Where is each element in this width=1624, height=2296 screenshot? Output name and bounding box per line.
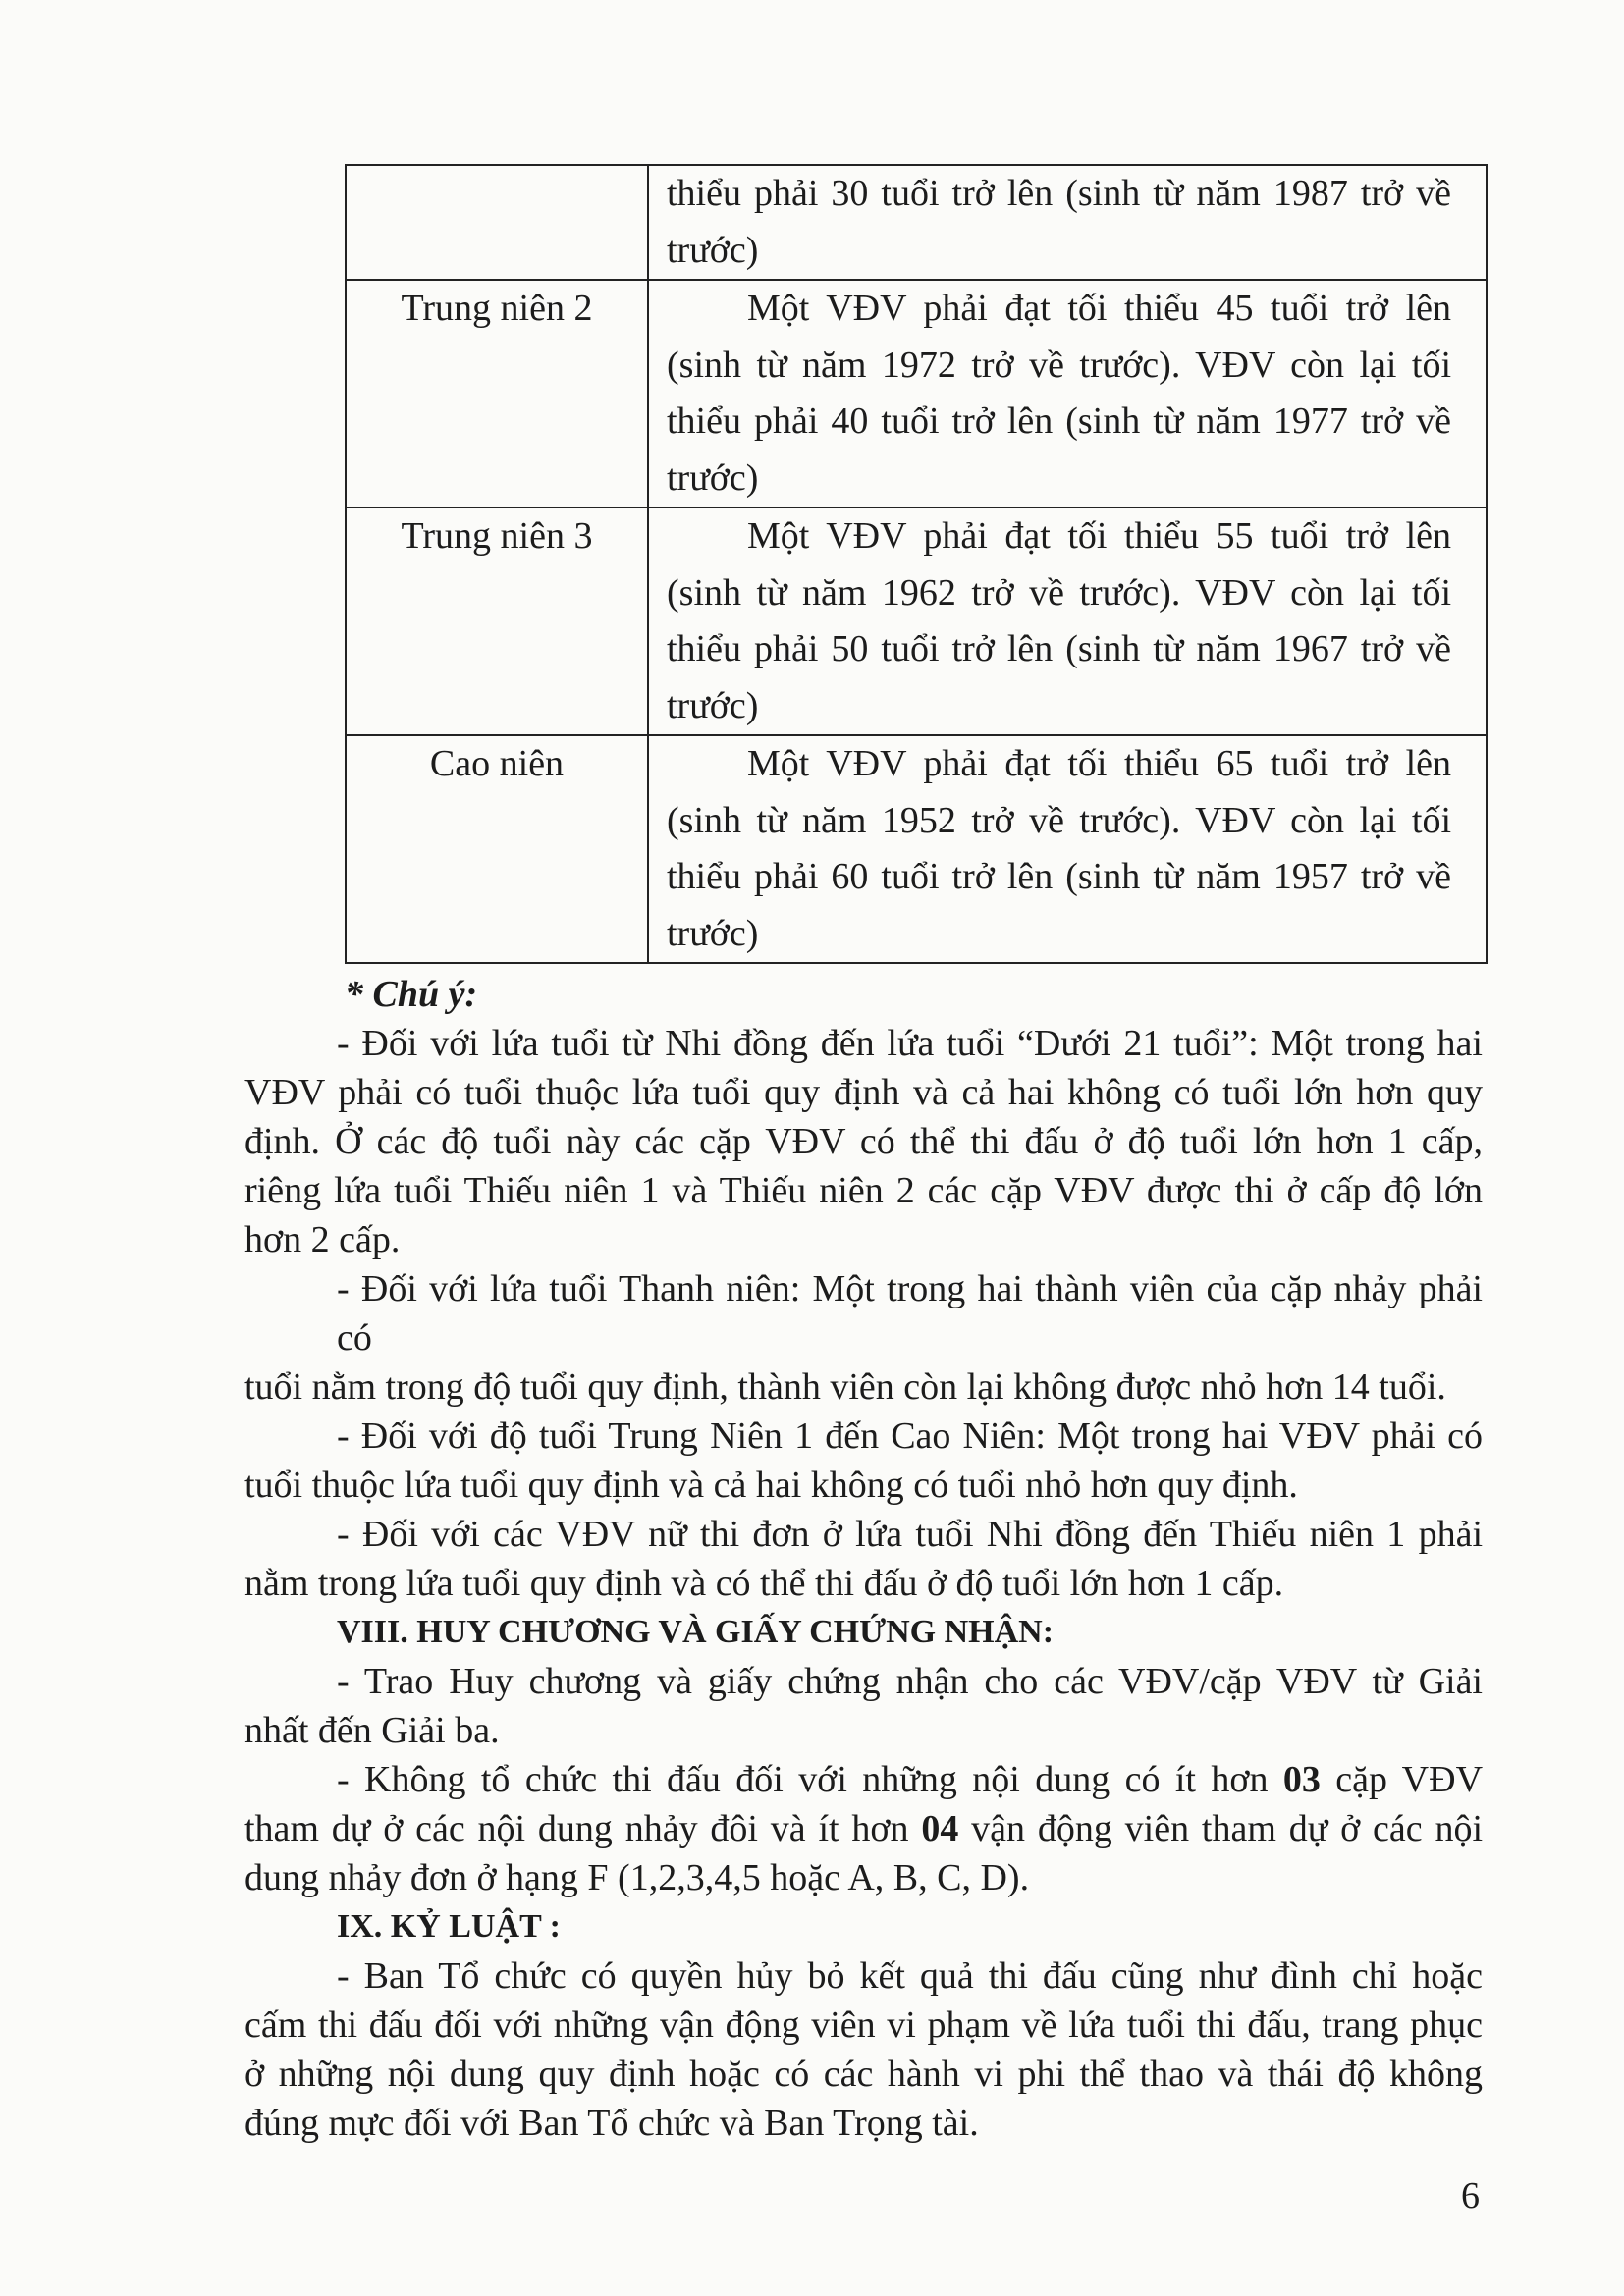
text-segment: vận động viên tham dự ở các nội [958,1808,1484,1849]
text-segment: - Không tổ chức thi đấu đối với những nội dung có ít hơn [337,1759,1283,1800]
text-line: thiểu phải 40 tuổi trở lên (sinh từ năm 1977 trở về [667,400,1451,442]
requirement-cell [649,281,1486,507]
text-segment: tham dự ở các nội dung nhảy đôi và ít hơn [244,1808,922,1849]
paragraph [244,1755,1483,1902]
page-number: 6 [1461,2175,1480,2216]
text-line: (sinh từ năm 1962 trở về trước). VĐV còn lại tối [667,571,1451,614]
text-line: trước) [667,456,759,499]
text-line: ở những nội dung quy định hoặc có các hành vi phi thể thao và thái độ không [244,2054,1483,2095]
table-row [347,736,1486,964]
text-line: hơn 2 cấp. [244,1219,401,1260]
text-line: Một VĐV phải đạt tối thiểu 55 tuổi trở lên [747,515,1451,557]
text-line: (sinh từ năm 1952 trở về trước). VĐV còn lại tối [667,799,1451,841]
text-line: VĐV phải có tuổi thuộc lứa tuổi quy định và cả hai không có tuổi lớn hơn quy [244,1072,1483,1113]
requirement-cell [649,736,1486,962]
text-line: trước) [667,684,759,726]
text-line: - Ban Tổ chức có quyền hủy bỏ kết quả thi đấu cũng như đình chỉ hoặc [337,1955,1483,1997]
text-line: trước) [667,912,759,954]
bold-number: 04 [921,1808,959,1849]
note-paragraph [244,1510,1483,1608]
text-line: - Đối với độ tuổi Trung Niên 1 đến Cao Niên: Một trong hai VĐV phải có [337,1415,1483,1457]
text-line: tuổi nằm trong độ tuổi quy định, thành viên còn lại không được nhỏ hơn 14 tuổi. [244,1366,1446,1408]
age-requirement-table [345,164,1488,964]
table-row [347,166,1486,281]
text-line: - Đối với lứa tuổi Thanh niên: Một trong hai thành viên của cặp nhảy phải có [337,1268,1483,1359]
note-paragraph [244,1019,1483,1264]
text-line: dung nhảy đơn ở hạng F (1,2,3,4,5 hoặc A, B, C, D). [244,1857,1030,1898]
text-line: (sinh từ năm 1972 trở về trước). VĐV còn lại tối [667,344,1451,386]
note-paragraph [244,1412,1483,1510]
text-line: riêng lứa tuổi Thiếu niên 1 và Thiếu niên 2 các cặp VĐV được thi ở cấp độ lớn [244,1170,1483,1211]
text-line: thiểu phải 30 tuổi trở lên (sinh từ năm 1987 trở về [667,173,1451,214]
body-text [244,970,1483,2148]
table-row [347,281,1486,508]
text-segment: cặp VĐV [1320,1759,1484,1800]
note-heading: * Chú ý: [345,974,478,1015]
note-paragraph [244,1264,1483,1412]
category-cell: Trung niên 3 [347,508,649,734]
paragraph [244,1657,1483,1755]
table-row [347,508,1486,736]
text-line: tuổi thuộc lứa tuổi quy định và cả hai không có tuổi nhỏ hơn quy định. [244,1465,1298,1506]
section-heading: IX. KỶ LUẬT : [337,1908,561,1945]
text-line: cấm thi đấu đối với những vận động viên vi phạm về lứa tuổi thi đấu, trang phục [244,2004,1483,2046]
text-line: đúng mực đối với Ban Tổ chức và Ban Trọng tài. [244,2103,979,2144]
text-line: định. Ở các độ tuổi này các cặp VĐV có thể thi đấu ở độ tuổi lớn hơn 1 cấp, [244,1121,1483,1162]
bold-number: 03 [1282,1759,1321,1800]
paragraph [244,1951,1483,2148]
requirement-cell [649,166,1486,279]
section-heading: VIII. HUY CHƯƠNG VÀ GIẤY CHỨNG NHẬN: [337,1614,1055,1650]
text-line: trước) [667,229,759,271]
requirement-cell [649,508,1486,734]
text-line: - Đối với các VĐV nữ thi đơn ở lứa tuổi Nhi đồng đến Thiếu niên 1 phải [337,1514,1483,1555]
text-line [244,1804,1483,1853]
text-line: nhất đến Giải ba. [244,1710,500,1751]
category-cell: Cao niên [347,736,649,962]
text-line: Một VĐV phải đạt tối thiểu 45 tuổi trở lên [747,288,1451,329]
text-line: Một VĐV phải đạt tối thiểu 65 tuổi trở lên [747,743,1451,784]
text-line: thiểu phải 50 tuổi trở lên (sinh từ năm 1967 trở về [667,628,1451,669]
category-cell [347,166,649,279]
text-line: - Trao Huy chương và giấy chứng nhận cho các VĐV/cặp VĐV từ Giải [337,1661,1483,1702]
text-line: - Đối với lứa tuổi từ Nhi đồng đến lứa tuổi “Dưới 21 tuổi”: Một trong hai [337,1023,1483,1064]
text-line: thiểu phải 60 tuổi trở lên (sinh từ năm 1957 trở về [667,856,1451,897]
category-cell: Trung niên 2 [347,281,649,507]
text-line: nằm trong lứa tuổi quy định và có thể thi đấu ở độ tuổi lớn hơn 1 cấp. [244,1563,1284,1604]
text-line [244,1755,1483,1804]
